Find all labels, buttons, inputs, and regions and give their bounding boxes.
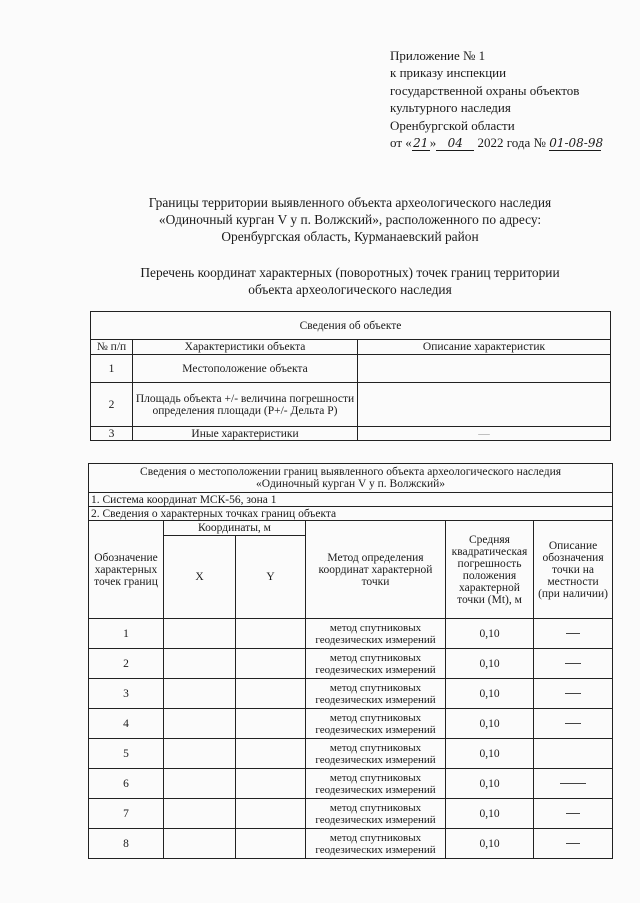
point-description	[534, 739, 613, 769]
point-number: 8	[89, 829, 164, 859]
coord-y	[236, 829, 306, 859]
point-number: 7	[89, 799, 164, 829]
point-error: 0,10	[446, 829, 534, 859]
dash-mark	[565, 693, 581, 694]
dash-mark	[560, 783, 586, 784]
point-description	[534, 709, 613, 739]
header-error: Средняя квадратическая погрешность положения характерной точки (Mt), м	[446, 521, 534, 619]
point-description	[534, 619, 613, 649]
point-error: 0,10	[446, 619, 534, 649]
coord-y	[236, 619, 306, 649]
point-description	[534, 679, 613, 709]
point-error: 0,10	[446, 679, 534, 709]
row-desc	[358, 383, 611, 427]
dash-mark	[566, 813, 580, 814]
point-method: метод спутниковых геодезических измерений	[306, 619, 446, 649]
date-prefix: от «	[390, 135, 412, 151]
point-error: 0,10	[446, 799, 534, 829]
coord-y	[236, 679, 306, 709]
title-line-3: Оренбургская область, Курманаевский район	[221, 229, 479, 244]
point-error: 0,10	[446, 709, 534, 739]
table-row	[91, 427, 611, 441]
point-description	[534, 829, 613, 859]
header-point-description: Описание обозначения точки на местности (при наличии)	[534, 521, 613, 619]
date-year: 2022 года №	[474, 135, 550, 151]
subtitle-line-2: объекта археологического наследия	[248, 282, 452, 297]
table-row	[91, 355, 611, 383]
coord-y	[236, 709, 306, 739]
header-method: Метод определения координат характерной точки	[306, 521, 446, 619]
date-day: 21	[413, 136, 429, 151]
row-num: 3	[91, 427, 133, 441]
dash-mark	[566, 633, 580, 634]
point-number: 3	[89, 679, 164, 709]
row-num: 1	[91, 355, 133, 383]
document-title	[60, 194, 640, 245]
table-row	[89, 649, 613, 679]
table-row	[89, 709, 613, 739]
coord-x	[164, 619, 236, 649]
point-method: метод спутниковых геодезических измерений	[306, 739, 446, 769]
header-y: Y	[236, 536, 306, 619]
caption-line-2: «Одиночный курган V у п. Волжский»	[256, 478, 446, 490]
table-row	[91, 383, 611, 427]
table-row	[89, 799, 613, 829]
point-number: 4	[89, 709, 164, 739]
caption-line-1: Сведения о местоположении границ выявленного объекта археологического наследия	[140, 466, 562, 478]
coord-x	[164, 799, 236, 829]
annex-line-3: государственной охраны объектов	[390, 82, 580, 98]
point-number: 1	[89, 619, 164, 649]
point-description	[534, 769, 613, 799]
point-description	[534, 799, 613, 829]
table-row	[89, 829, 613, 859]
coord-x	[164, 739, 236, 769]
point-method: метод спутниковых геодезических измерений	[306, 709, 446, 739]
point-method: метод спутниковых геодезических измерений	[306, 679, 446, 709]
table-row	[89, 769, 613, 799]
row-name: Площадь объекта +/- величина погрешности определения площади (Р+/- Дельта Р)	[133, 383, 358, 427]
subtitle-line-1: Перечень координат характерных (поворотных) точек границ территории	[140, 265, 560, 280]
document-subtitle	[60, 264, 640, 298]
coordinate-system-row: 1. Система координат МСК-56, зона 1	[89, 493, 613, 507]
point-number: 6	[89, 769, 164, 799]
row-desc	[358, 355, 611, 383]
annex-line-2: к приказу инспекции	[390, 65, 507, 81]
coord-y	[236, 649, 306, 679]
point-method: метод спутниковых геодезических измерений	[306, 649, 446, 679]
annex-date-line	[390, 134, 635, 151]
coord-x	[164, 709, 236, 739]
object-info-caption: Сведения об объекте	[91, 312, 611, 340]
title-line-1: Границы территории выявленного объекта археологического наследия	[148, 195, 552, 210]
row-desc: —	[358, 427, 611, 441]
point-error: 0,10	[446, 649, 534, 679]
date-month: 04	[436, 136, 474, 151]
header-designation: Обозначение характерных точек границ	[89, 521, 164, 619]
coord-y	[236, 769, 306, 799]
table-row	[89, 679, 613, 709]
table-row	[89, 619, 613, 649]
header-num: № п/п	[91, 340, 133, 355]
header-description: Описание характеристик	[358, 340, 611, 355]
coord-x	[164, 769, 236, 799]
coord-x	[164, 649, 236, 679]
object-info-table	[90, 311, 611, 441]
order-number: 01-08-98	[549, 136, 604, 151]
header-coordinates: Координаты, м	[164, 521, 306, 536]
title-line-2: «Одиночный курган V у п. Волжский», расположенного по адресу:	[158, 212, 542, 227]
point-error: 0,10	[446, 769, 534, 799]
coord-x	[164, 679, 236, 709]
row-name: Местоположение объекта	[133, 355, 358, 383]
point-method: метод спутниковых геодезических измерений	[306, 799, 446, 829]
point-error: 0,10	[446, 739, 534, 769]
date-mid: »	[429, 135, 437, 151]
annex-line-1: Приложение № 1	[390, 48, 486, 63]
dash-mark	[565, 663, 581, 664]
point-method: метод спутниковых геодезических измерений	[306, 769, 446, 799]
row-name: Иные характеристики	[133, 427, 358, 441]
header-characteristics: Характеристики объекта	[133, 340, 358, 355]
coordinates-caption	[89, 464, 613, 493]
point-number: 2	[89, 649, 164, 679]
annex-block	[390, 47, 635, 151]
annex-line-5: Оренбургской области	[390, 117, 515, 133]
coord-y	[236, 739, 306, 769]
dash-mark	[565, 723, 581, 724]
header-x: X	[164, 536, 236, 619]
table-row	[89, 739, 613, 769]
dash-mark	[566, 843, 580, 844]
coordinates-table	[88, 463, 613, 859]
points-section-row: 2. Сведения о характерных точках границ объекта	[89, 507, 613, 521]
row-num: 2	[91, 383, 133, 427]
coord-y	[236, 799, 306, 829]
annex-line-4: культурного наследия	[390, 100, 511, 116]
point-description	[534, 649, 613, 679]
point-number: 5	[89, 739, 164, 769]
point-method: метод спутниковых геодезических измерений	[306, 829, 446, 859]
coord-x	[164, 829, 236, 859]
